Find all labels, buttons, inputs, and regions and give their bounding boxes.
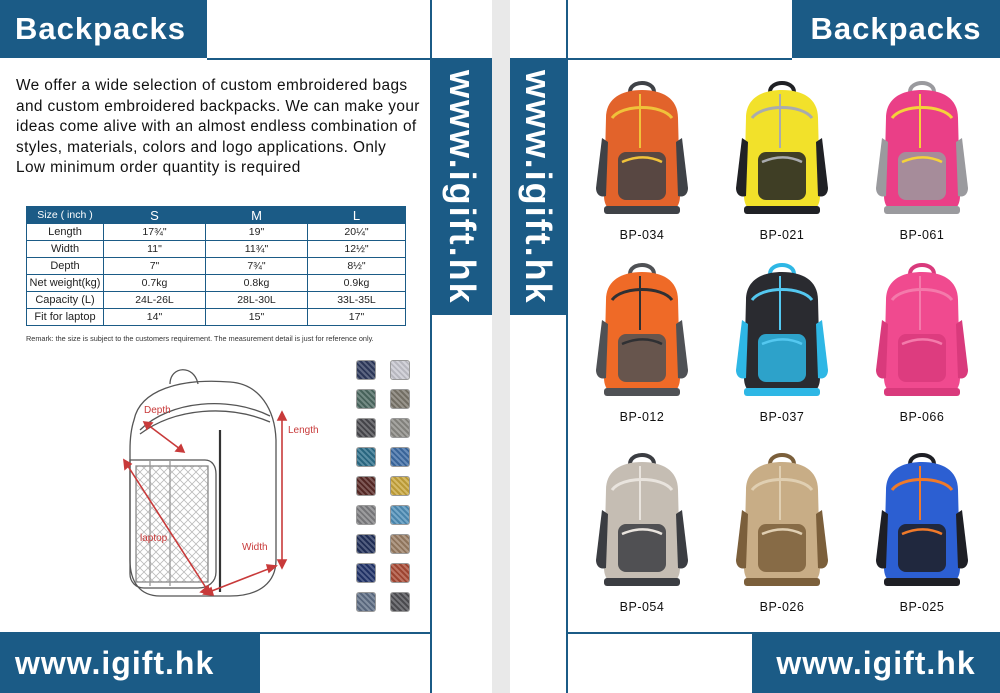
row-label: Net weight(kg) (27, 275, 104, 292)
row-label: Fit for laptop (27, 309, 104, 326)
table-row (27, 292, 406, 309)
color-swatch (390, 505, 410, 525)
color-swatch (390, 418, 410, 438)
color-swatch (390, 389, 410, 409)
product-code: BP-012 (619, 410, 665, 424)
right-page-rule (566, 0, 568, 693)
product-code: BP-061 (899, 228, 945, 242)
row-label: Width (27, 241, 104, 258)
cell-m: 19" (206, 224, 308, 241)
left-header-title: Backpacks (15, 11, 187, 46)
right-page (510, 0, 1000, 693)
product-code: BP-054 (619, 600, 665, 614)
product-card (852, 442, 992, 622)
product-code: BP-025 (899, 600, 945, 614)
table-row (27, 258, 406, 275)
table-row (27, 309, 406, 326)
depth-label: Depth (144, 405, 171, 416)
right-footer-banner (752, 634, 1000, 693)
cell-m: 28L-30L (206, 292, 308, 309)
right-footer-website: www.igift.hk (776, 645, 976, 681)
cell-s: 0.7kg (104, 275, 206, 292)
product-code: BP-026 (759, 600, 805, 614)
size-table-header: S (104, 207, 206, 224)
row-label: Depth (27, 258, 104, 275)
backpack-image (732, 450, 832, 592)
cell-m: 11¾" (206, 241, 308, 258)
product-card (712, 252, 852, 432)
cell-l: 0.9kg (308, 275, 406, 292)
left-page (0, 0, 492, 693)
product-code: BP-037 (759, 410, 805, 424)
cell-l: 8½" (308, 258, 406, 275)
product-card (712, 70, 852, 250)
color-swatch (356, 360, 376, 380)
color-swatch (356, 563, 376, 583)
cell-l: 12½" (308, 241, 406, 258)
table-row (27, 241, 406, 258)
product-card (712, 442, 852, 622)
left-vertical-website-banner (432, 60, 492, 315)
backpack-image (592, 78, 692, 220)
product-card (852, 252, 992, 432)
left-footer-website: www.igift.hk (15, 645, 215, 681)
size-remark: Remark: the size is subject to the customers requirement. The measurement detail is just for reference only. (26, 334, 374, 343)
product-grid (572, 70, 992, 620)
color-swatch (356, 534, 376, 554)
cell-s: 14" (104, 309, 206, 326)
backpack-image (872, 260, 972, 402)
size-table-header: L (308, 207, 406, 224)
right-header-title: Backpacks (810, 11, 982, 46)
length-label: Length (288, 425, 319, 436)
cell-s: 7" (104, 258, 206, 275)
product-card (572, 70, 712, 250)
table-row (27, 275, 406, 292)
backpack-image (872, 450, 972, 592)
backpack-dimension-diagram (100, 360, 340, 610)
cell-s: 11" (104, 241, 206, 258)
color-swatch (390, 360, 410, 380)
row-label: Length (27, 224, 104, 241)
product-code: BP-034 (619, 228, 665, 242)
color-swatch (356, 447, 376, 467)
color-swatch (356, 505, 376, 525)
color-swatch (356, 476, 376, 496)
cell-l: 17" (308, 309, 406, 326)
color-swatch (390, 476, 410, 496)
backpack-image (872, 78, 972, 220)
color-swatch (390, 563, 410, 583)
color-swatch (356, 389, 376, 409)
right-vertical-website: www.igift.hk (518, 70, 559, 305)
size-table-header: Size ( inch ) (27, 207, 104, 224)
cell-l: 33L-35L (308, 292, 406, 309)
cell-s: 17¾" (104, 224, 206, 241)
size-table (26, 206, 406, 326)
cell-l: 20¼" (308, 224, 406, 241)
cell-m: 0.8kg (206, 275, 308, 292)
backpack-image (592, 260, 692, 402)
size-table-header-row (27, 207, 406, 224)
cell-m: 7¾" (206, 258, 308, 275)
color-swatch (356, 418, 376, 438)
backpack-image (732, 78, 832, 220)
left-vertical-website: www.igift.hk (442, 70, 483, 305)
product-card (852, 70, 992, 250)
backpack-outline (130, 370, 276, 596)
right-header-banner (792, 0, 1000, 58)
fabric-color-swatches (352, 356, 422, 622)
product-code: BP-021 (759, 228, 805, 242)
size-table-header: M (206, 207, 308, 224)
product-card (572, 252, 712, 432)
color-swatch (356, 592, 376, 612)
width-label: Width (242, 542, 268, 553)
cell-s: 24L-26L (104, 292, 206, 309)
color-swatch (390, 447, 410, 467)
laptop-label: laptop (140, 533, 168, 544)
table-row (27, 224, 406, 241)
color-swatch (390, 534, 410, 554)
backpack-image (732, 260, 832, 402)
cell-m: 15" (206, 309, 308, 326)
right-vertical-website-banner (510, 60, 566, 315)
product-code: BP-066 (899, 410, 945, 424)
left-footer-banner (0, 634, 260, 693)
product-card (572, 442, 712, 622)
intro-paragraph: We offer a wide selection of custom embroidered bags and custom embroidered backpacks. We can make your ideas come alive with an almost endless combination of styles, materials, colors and logo applications. Only Low minimum order quantity is required (16, 77, 420, 176)
left-header-banner (0, 0, 207, 58)
row-label: Capacity (L) (27, 292, 104, 309)
color-swatch (390, 592, 410, 612)
backpack-image (592, 450, 692, 592)
